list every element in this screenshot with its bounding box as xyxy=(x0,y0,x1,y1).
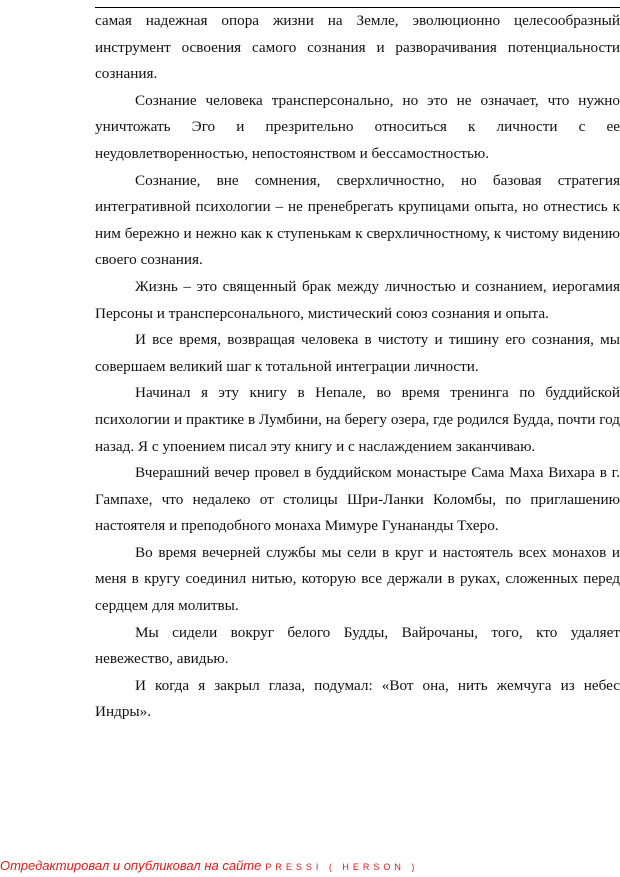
footer-credit xyxy=(0,858,418,873)
paragraph: Начинал я эту книгу в Непале, во время тренинга по буддийской психологии и практике в Лумбини, на берегу озера, где родился Будда, почти год назад. Я с упоением писал эту книгу и с наслаждением заканчиваю. xyxy=(95,384,620,455)
paragraph: Сознание, вне сомнения, сверхличностно, но базовая стратегия интегративной психологии – не пренебрегать крупицами опыта, но отнестись к ним бережно и нежно как к ступенькам к сверхличностному, к чистому видению своего сознания. xyxy=(95,171,620,269)
page-body xyxy=(95,8,620,726)
paragraph: И когда я закрыл глаза, подумал: «Вот она, нить жемчуга из небес Индры». xyxy=(95,676,620,721)
paragraph: Сознание человека трансперсонально, но это не означает, что нужно уничтожать Эго и презрительно относиться к личности с ее неудовлетворенностью, непостоянством и бессамостностью. xyxy=(95,91,620,162)
footer-site-link[interactable]: PRESSI ( HERSON ) xyxy=(265,862,419,872)
paragraph: Жизнь – это священный брак между личностью и сознанием, иерогамия Персоны и трансперсонального, мистический союз сознания и опыта. xyxy=(95,277,620,322)
paragraph: Во время вечерней службы мы сели в круг и настоятель всех монахов и меня в кругу соединил нитью, которую все держали в руках, сложенных перед сердцем для молитвы. xyxy=(95,543,620,615)
paragraph: Мы сидели вокруг белого Будды, Вайрочаны, того, кто удаляет невежество, авидью. xyxy=(95,623,620,668)
paragraph: Вчерашний вечер провел в буддийском монастыре Сама Маха Вихара в г. Гампахе, что недалеко от столицы Шри-Ланки Коломбы, по приглашению настоятеля и преподобного монаха Мимуре Гунананды Тхеро. xyxy=(95,464,620,535)
paragraph: И все время, возвращая человека в чистоту и тишину его сознания, мы совершаем великий шаг к тотальной интеграции личности. xyxy=(95,331,620,375)
footer-text: Отредактировал и опубликовал на сайте xyxy=(0,858,262,873)
paragraph-continuation: самая надежная опора жизни на Земле, эволюционно целесообразный инструмент освоения самого сознания и разворачивания потенциальности сознания. xyxy=(95,12,620,83)
